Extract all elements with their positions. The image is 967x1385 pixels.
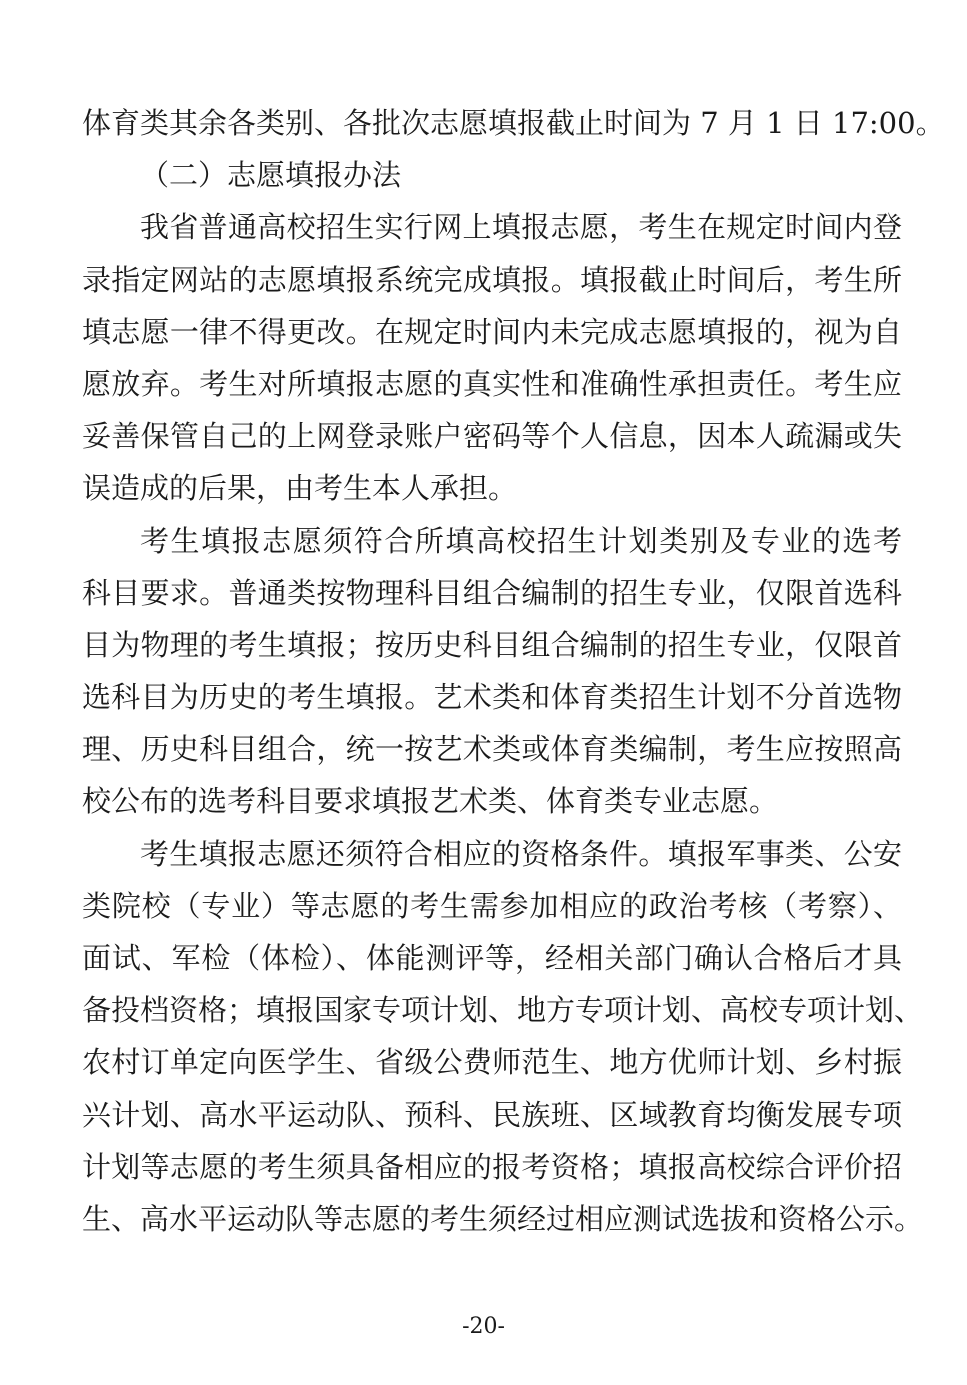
paragraph-3-line-1: 考生填报志愿还须符合相应的资格条件。填报军事类、公安 (140, 836, 902, 871)
paragraph-3-line-5: 农村订单定向医学生、省级公费师范生、地方优师计划、乡村振 (82, 1045, 902, 1080)
paragraph-1-line-5: 妥善保管自己的上网登录账户密码等个人信息，因本人疏漏或失 (82, 419, 902, 454)
paragraph-2-line-4: 选科目为历史的考生填报。艺术类和体育类招生计划不分首选物 (82, 680, 902, 715)
paragraph-2-line-5: 理、历史科目组合，统一按艺术类或体育类编制，考生应按照高 (82, 732, 902, 767)
paragraph-3-line-8: 生、高水平运动队等志愿的考生须经过相应测试选拔和资格公示。 (82, 1201, 924, 1236)
paragraph-1-line-1: 我省普通高校招生实行网上填报志愿，考生在规定时间内登 (140, 210, 902, 245)
paragraph-3-line-7: 计划等志愿的考生须具备相应的报考资格；填报高校综合评价招 (82, 1149, 902, 1184)
paragraph-2-line-3: 目为物理的考生填报；按历史科目组合编制的招生专业，仅限首 (82, 627, 902, 662)
section-heading: （二）志愿填报办法 (140, 158, 402, 193)
text-line-1: 体育类其余各类别、各批次志愿填报截止时间为 7 月 1 日 17:00。 (82, 106, 945, 140)
paragraph-1-line-2: 录指定网站的志愿填报系统完成填报。填报截止时间后，考生所 (82, 262, 902, 297)
paragraph-2-line-1: 考生填报志愿须符合所填高校招生计划类别及专业的选考 (140, 523, 902, 558)
paragraph-1-line-3: 填志愿一律不得更改。在规定时间内未完成志愿填报的，视为自 (82, 314, 902, 349)
paragraph-2-line-2: 科目要求。普通类按物理科目组合编制的招生专业，仅限首选科 (82, 575, 902, 610)
document-body (82, 97, 945, 1245)
paragraph-3-line-4: 备投档资格；填报国家专项计划、地方专项计划、高校专项计划、 (82, 993, 924, 1028)
paragraph-1-line-6: 误造成的后果，由考生本人承担。 (82, 471, 518, 506)
paragraph-1-line-4: 愿放弃。考生对所填报志愿的真实性和准确性承担责任。考生应 (82, 366, 902, 401)
page-number: -20- (462, 1314, 505, 1339)
paragraph-3-line-2: 类院校（专业）等志愿的考生需参加相应的政治考核（考察）、 (82, 888, 902, 923)
paragraph-2-line-6: 校公布的选考科目要求填报艺术类、体育类专业志愿。 (82, 784, 779, 819)
paragraph-3-line-3: 面试、军检（体检）、体能测评等，经相关部门确认合格后才具 (82, 941, 902, 975)
paragraph-3-line-6: 兴计划、高水平运动队、预科、民族班、区域教育均衡发展专项 (82, 1097, 902, 1132)
